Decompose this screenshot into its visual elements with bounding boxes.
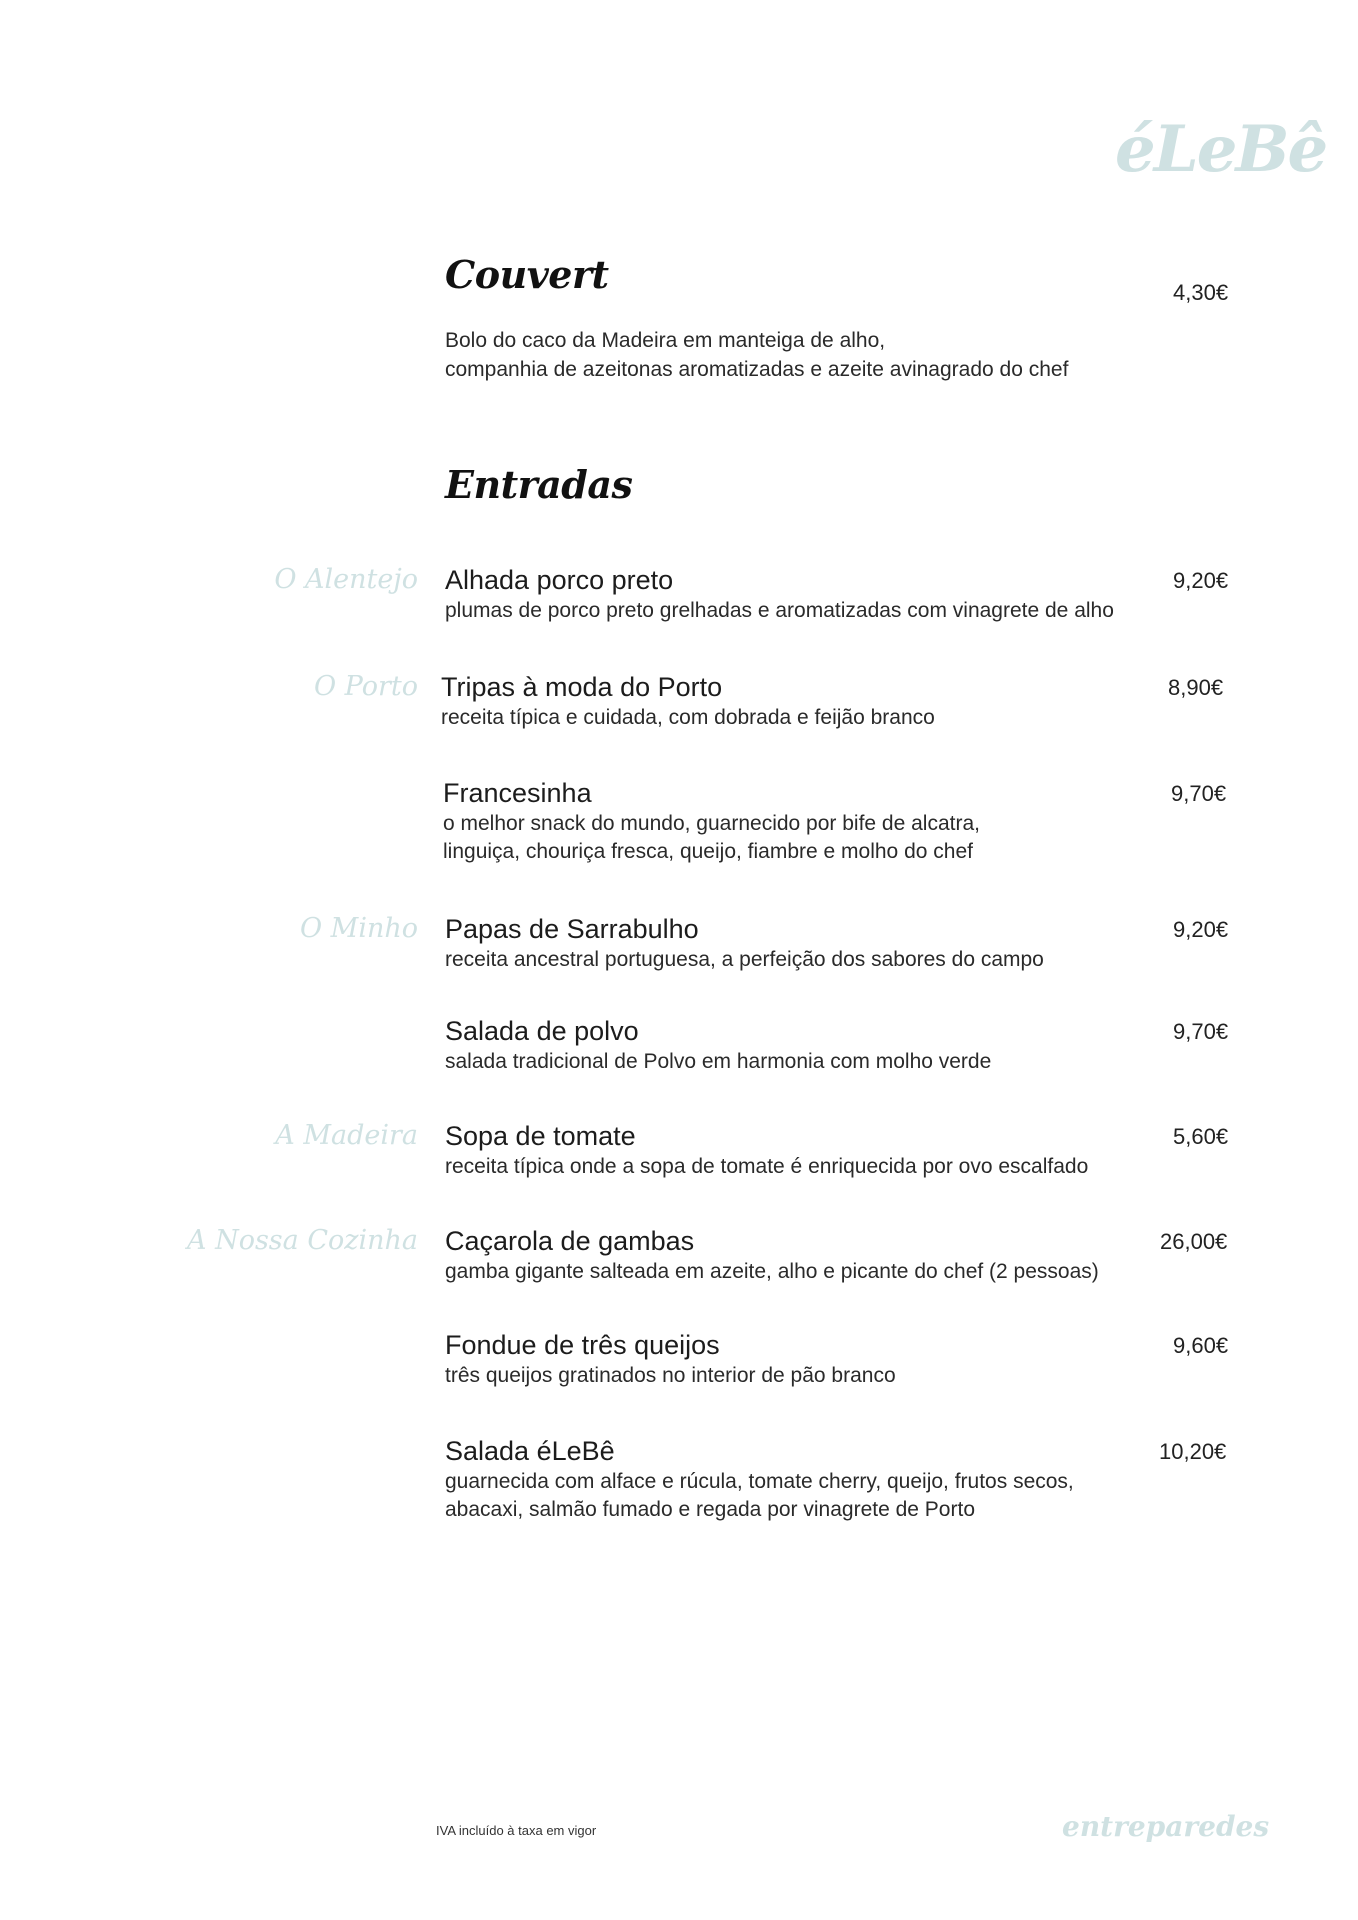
item-name: Tripas à moda do Porto — [441, 672, 723, 702]
item-name: Salada de polvo — [445, 1016, 639, 1046]
item-price: 26,00€ — [1160, 1229, 1228, 1254]
item-price: 9,20€ — [1173, 568, 1229, 593]
region-label: A Madeira — [275, 1120, 418, 1151]
item-name: Caçarola de gambas — [445, 1226, 695, 1256]
item-description: o melhor snack do mundo, guarnecido por bife de alcatra, — [443, 812, 980, 835]
item-price: 9,70€ — [1173, 1019, 1229, 1044]
item-price: 5,60€ — [1173, 1124, 1229, 1149]
item-price: 8,90€ — [1168, 675, 1224, 700]
item-description: abacaxi, salmão fumado e regada por vinagrete de Porto — [445, 1498, 975, 1521]
item-name: Papas de Sarrabulho — [445, 914, 699, 944]
menu-item — [445, 912, 1165, 974]
item-description: receita ancestral portuguesa, a perfeição dos sabores do campo — [445, 948, 1044, 971]
menu-item — [441, 670, 1161, 732]
couvert-description — [445, 326, 1068, 384]
item-description: gamba gigante salteada em azeite, alho e picante do chef (2 pessoas) — [445, 1260, 1099, 1283]
item-name: Salada éLeBê — [445, 1436, 615, 1466]
item-description: linguiça, chouriça fresca, queijo, fiambre e molho do chef — [443, 840, 973, 863]
menu-item — [445, 1014, 1165, 1076]
menu-item — [443, 776, 1163, 866]
brand-logo: éLeBê — [1115, 112, 1327, 187]
menu-item — [445, 1224, 1165, 1286]
region-label: O Porto — [313, 671, 418, 702]
entradas-title: Entradas — [445, 462, 633, 507]
couvert-price: 4,30€ — [1173, 280, 1229, 305]
item-description: salada tradicional de Polvo em harmonia com molho verde — [445, 1050, 992, 1073]
item-name: Fondue de três queijos — [445, 1330, 720, 1360]
menu-item — [445, 1434, 1165, 1524]
menu-item — [445, 563, 1165, 625]
couvert-title: Couvert — [445, 252, 609, 297]
region-label: O Minho — [299, 913, 418, 944]
couvert-desc-line: Bolo do caco da Madeira em manteiga de alho, — [445, 329, 886, 352]
item-name: Alhada porco preto — [445, 565, 674, 595]
item-description: plumas de porco preto grelhadas e aromatizadas com vinagrete de alho — [445, 599, 1114, 622]
item-price: 9,70€ — [1171, 781, 1227, 806]
footer-note: IVA incluído à taxa em vigor — [436, 1823, 597, 1838]
item-description: três queijos gratinados no interior de pão branco — [445, 1364, 896, 1387]
item-name: Sopa de tomate — [445, 1121, 636, 1151]
item-description: receita típica e cuidada, com dobrada e feijão branco — [441, 706, 935, 729]
item-price: 9,60€ — [1173, 1333, 1229, 1358]
menu-item — [445, 1328, 1165, 1390]
region-label: O Alentejo — [274, 564, 418, 595]
item-price: 9,20€ — [1173, 917, 1229, 942]
item-price: 10,20€ — [1159, 1439, 1227, 1464]
item-description: guarnecida com alface e rúcula, tomate cherry, queijo, frutos secos, — [445, 1470, 1074, 1493]
footer-brand: entreparedes — [1062, 1810, 1270, 1843]
menu-item — [445, 1119, 1165, 1181]
item-description: receita típica onde a sopa de tomate é enriquecida por ovo escalfado — [445, 1155, 1089, 1178]
region-label: A Nossa Cozinha — [186, 1225, 418, 1256]
couvert-desc-line: companhia de azeitonas aromatizadas e azeite avinagrado do chef — [445, 358, 1069, 381]
item-name: Francesinha — [443, 778, 592, 808]
